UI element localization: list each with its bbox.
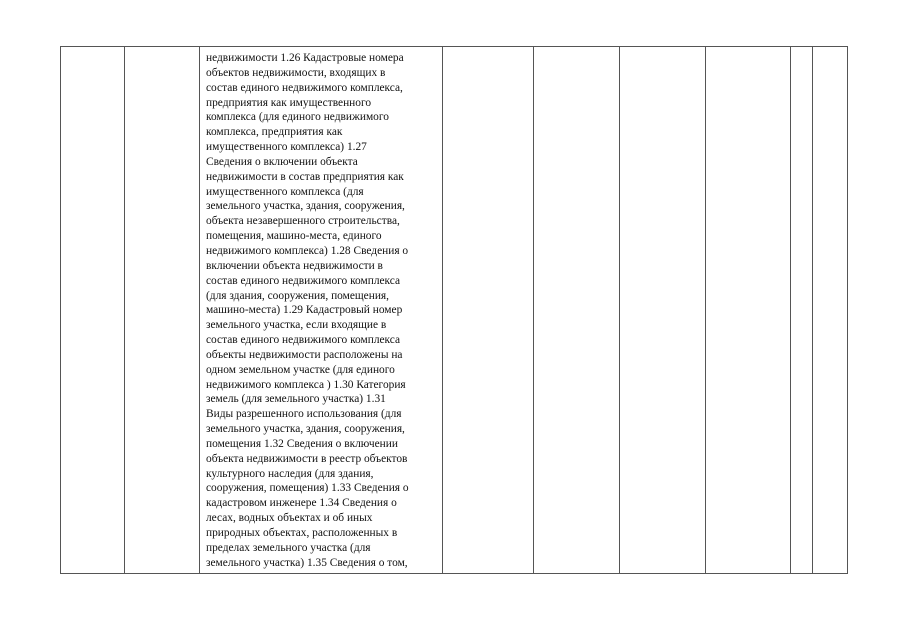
- document-table: [60, 46, 848, 574]
- text-line: объекта недвижимости в реестр объектов: [206, 452, 408, 465]
- text-line: машино-места) 1.29 Кадастровый номер: [206, 304, 403, 317]
- text-line: Виды разрешенного использования (для: [206, 408, 402, 421]
- text-line: комплекса (для единого недвижимого: [206, 111, 389, 124]
- text-line: культурного наследия (для здания,: [206, 467, 374, 480]
- text-line: объекта незавершенного строительства,: [206, 215, 400, 228]
- table-cell-col-8: [791, 47, 813, 574]
- text-line: сооружения, помещения) 1.33 Сведения о: [206, 482, 409, 495]
- table-cell-col-2: [125, 47, 200, 574]
- text-line: земельного участка, если входящие в: [206, 319, 387, 332]
- text-line: помещения, машино-места, единого: [206, 230, 382, 243]
- text-line: природных объектах, расположенных в: [206, 527, 398, 539]
- text-line: помещения 1.32 Сведения о включении: [206, 437, 398, 450]
- text-line: пределах земельного участка (для: [206, 541, 371, 554]
- text-line: недвижимости 1.26 Кадастровые номера: [206, 52, 404, 64]
- table-cell-col-5: [534, 47, 620, 574]
- text-line: комплекса, предприятия как: [206, 126, 343, 139]
- text-line: недвижимого комплекса) 1.28 Сведения о: [206, 244, 409, 257]
- text-line: одном земельном участке (для единого: [206, 363, 395, 376]
- text-line: имущественного комплекса) 1.27: [206, 141, 367, 154]
- text-line: объекты недвижимости расположены на: [206, 348, 403, 361]
- text-line: земель (для земельного участка) 1.31: [206, 393, 386, 406]
- text-line: земельного участка, здания, сооружения,: [206, 423, 405, 436]
- table-cell-description: [200, 47, 443, 574]
- text-line: состав единого недвижимого комплекса,: [206, 81, 403, 94]
- text-line: Сведения о включении объекта: [206, 155, 358, 168]
- text-line: включении объекта недвижимости в: [206, 259, 383, 272]
- text-line: (для здания, сооружения, помещения,: [206, 289, 390, 302]
- text-line: недвижимого комплекса ) 1.30 Категория: [206, 378, 406, 391]
- text-line: состав единого недвижимого комплекса: [206, 334, 401, 347]
- text-line: лесах, водных объектах и об иных: [206, 512, 373, 525]
- table-cell-col-1: [61, 47, 125, 574]
- text-line: недвижимости в состав предприятия как: [206, 170, 404, 183]
- table-cell-col-7: [706, 47, 791, 574]
- text-line: кадастровом инженере 1.34 Сведения о: [206, 497, 397, 510]
- text-line: земельного участка) 1.35 Сведения о том,: [206, 556, 408, 569]
- text-line: предприятия как имущественного: [206, 96, 372, 109]
- table-cell-col-6: [620, 47, 706, 574]
- text-line: имущественного комплекса (для: [206, 185, 364, 198]
- table-cell-col-9: [813, 47, 848, 574]
- text-line: состав единого недвижимого комплекса: [206, 274, 401, 287]
- text-line: объектов недвижимости, входящих в: [206, 66, 386, 79]
- table-row: [61, 47, 848, 574]
- text-line: земельного участка, здания, сооружения,: [206, 200, 405, 213]
- table-cell-col-4: [443, 47, 534, 574]
